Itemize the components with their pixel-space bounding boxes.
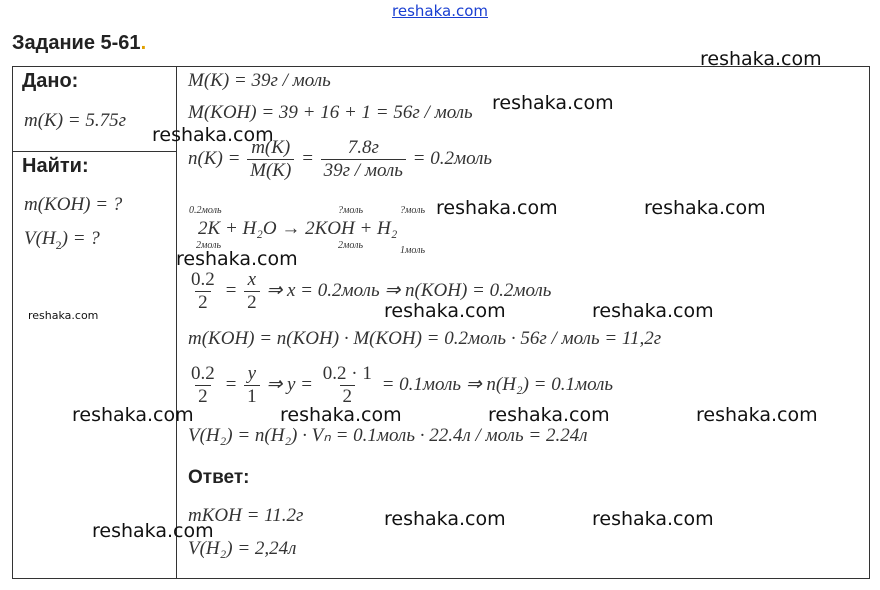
solution-mass-koh-calc: m(KOH) = n(KOH) · M(KOH) = 0.2моль · 56г / моль = 11,2г: [188, 328, 662, 349]
watermark: reshaka.com: [592, 508, 714, 530]
watermark: reshaka.com: [176, 248, 298, 270]
fraction-denominator: 2: [195, 385, 211, 407]
find-mass-koh: m(KOH) = ?: [24, 194, 123, 215]
prop-y-fraction-3: [320, 364, 375, 407]
task-title: [12, 32, 146, 55]
fraction-numerator: 0.2: [191, 363, 215, 384]
solution-reaction: [198, 218, 397, 240]
prop-y-rest: = 0.1моль ⇒ n(H₂) = 0.1моль: [381, 373, 614, 395]
fraction-numerator: y: [247, 363, 257, 384]
solution-molar-koh: M(KOH) = 39 + 16 + 1 = 56г / моль: [188, 102, 473, 123]
watermark: reshaka.com: [492, 92, 614, 114]
table-bottom-border: [12, 578, 870, 579]
prop-y-fraction-2: [244, 364, 260, 407]
moles-k-lhs: n(K) =: [188, 147, 241, 169]
watermark: reshaka.com: [436, 197, 558, 219]
reaction-below-h2: 1моль: [400, 245, 426, 256]
reaction-above-h2: ?моль: [400, 205, 426, 216]
reaction-h2: H₂: [377, 218, 398, 239]
fraction-numerator: 0.2: [191, 269, 215, 290]
find-volume-h2: [24, 228, 100, 253]
task-title-dot: .: [140, 32, 147, 54]
watermark: reshaka.com: [280, 404, 402, 426]
reaction-plus-1: +: [224, 218, 238, 239]
prop-y-equals: =: [224, 373, 238, 395]
watermark: reshaka.com: [592, 300, 714, 322]
moles-k-equals: =: [301, 147, 314, 169]
fraction-numerator: 0.2 · 1: [322, 363, 372, 384]
given-find-divider: [12, 151, 177, 152]
prop-y-mid: ⇒ y =: [266, 373, 314, 395]
answer-mass-koh: mKOH = 11.2г: [188, 505, 304, 526]
reaction-koh: 2KOH: [305, 218, 355, 239]
fraction-denominator: 39г / моль: [321, 159, 406, 181]
prop-x-fraction-2: [244, 270, 260, 313]
fraction-denominator: 2: [244, 291, 260, 313]
prop-x-equals: =: [224, 279, 238, 301]
fraction-numerator: 7.8г: [347, 137, 379, 158]
answer-volume-h2: V(H₂) = 2,24л: [188, 538, 297, 559]
watermark: reshaka.com: [92, 520, 214, 542]
watermark: reshaka.com: [384, 508, 506, 530]
watermark: reshaka.com: [644, 197, 766, 219]
answer-heading: Ответ:: [188, 467, 250, 488]
fraction-denominator: 1: [244, 385, 260, 407]
solution-molar-k: M(K) = 39г / моль: [188, 70, 331, 91]
solution-proportion-y: [186, 364, 613, 407]
reaction-plus-2: +: [359, 218, 373, 239]
watermark: reshaka.com: [28, 309, 99, 322]
watermark: reshaka.com: [700, 48, 822, 70]
fraction-numerator: x: [247, 269, 257, 290]
fraction-numerator: m(K): [251, 137, 291, 158]
reaction-k: 2K: [198, 218, 221, 239]
table-left-border: [12, 66, 13, 579]
moles-k-result: = 0.2моль: [412, 147, 493, 169]
find-heading: Найти:: [22, 155, 89, 177]
watermark: reshaka.com: [384, 300, 506, 322]
solution-volume-h2-calc: V(H₂) = n(H₂) · Vₙ = 0.1моль · 22.4л / моль = 2.24л: [188, 425, 588, 446]
task-title-text: Задание 5-61: [12, 32, 141, 54]
given-heading: Дано:: [22, 70, 79, 92]
table-right-border: [869, 66, 870, 579]
reaction-arrow: →: [281, 218, 301, 239]
watermark: reshaka.com: [152, 124, 274, 146]
fraction-denominator: M(K): [247, 159, 294, 181]
moles-k-fraction-2: [321, 138, 406, 181]
prop-y-fraction-1: [188, 364, 218, 407]
find-volume-h2-sub: 2: [55, 238, 62, 252]
reaction-above-koh: ?моль: [338, 205, 364, 216]
watermark: reshaka.com: [488, 404, 610, 426]
reaction-above-k: 0.2моль: [189, 205, 222, 216]
watermark: reshaka.com: [72, 404, 194, 426]
fraction-denominator: 2: [195, 291, 211, 313]
reaction-below-k: 2моль: [196, 240, 222, 251]
find-volume-h2-tail: ) = ?: [61, 228, 100, 249]
watermark: reshaka.com: [696, 404, 818, 426]
given-mass-potassium: m(K) = 5.75г: [24, 110, 127, 131]
reaction-below-koh: 2моль: [338, 240, 364, 251]
reaction-water: H₂O: [242, 218, 277, 239]
site-link-top[interactable]: reshaka.com: [392, 2, 488, 20]
prop-x-fraction-1: [188, 270, 218, 313]
prop-x-rest: ⇒ x = 0.2моль ⇒ n(KOH) = 0.2моль: [266, 279, 552, 301]
fraction-denominator: 2: [340, 385, 356, 407]
find-volume-h2-lead: V(H: [24, 228, 56, 249]
